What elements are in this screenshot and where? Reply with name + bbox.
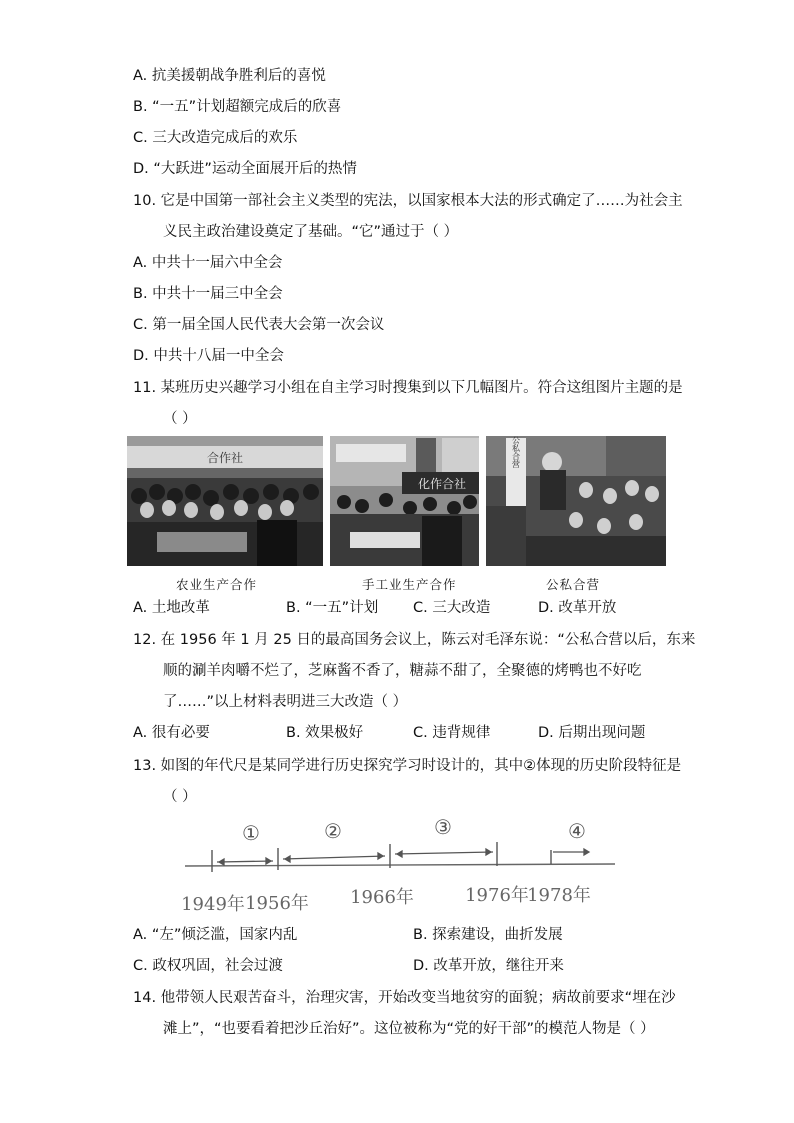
q10-option-d: D. 中共十八届一中全会	[133, 348, 284, 364]
q10-option-a: A. 中共十一届六中全会	[133, 255, 283, 271]
photo-agricultural-cooperation	[127, 436, 323, 566]
q10-option-c: C. 第一届全国人民代表大会第一次会议	[133, 317, 385, 333]
timeline-year-1966: 1966年	[350, 887, 414, 908]
photo1-caption: 农业生产合作	[176, 577, 258, 592]
timeline-year-1976: 1976年	[465, 885, 529, 906]
q13-option-d: D. 改革开放，继往开来	[413, 958, 564, 974]
q12-option-a: A. 很有必要	[133, 725, 210, 741]
q9-option-d: D. “大跃进”运动全面展开后的热情	[133, 161, 357, 177]
q11-option-c: C. 三大改造	[413, 600, 491, 616]
q12-option-d: D. 后期出现问题	[538, 725, 646, 741]
q13-option-a: A. “左”倾泛滥，国家内乱	[133, 927, 298, 943]
q13-option-c: C. 政权巩固，社会过渡	[133, 958, 283, 974]
timeline-baseline	[185, 864, 615, 866]
q14-stem-line2: 滩上”，“也要看着把沙丘治好”。这位被称为“党的好干部”的模范人物是（ ）	[163, 1021, 655, 1037]
q12-option-c: C. 违背规律	[413, 725, 491, 741]
photo2-caption: 手工业生产合作	[362, 577, 457, 592]
q11-stem-line2: （ ）	[163, 411, 197, 427]
photo-public-private-joint	[486, 436, 666, 566]
q11-option-a: A. 土地改革	[133, 600, 210, 616]
q9-option-c: C. 三大改造完成后的欢乐	[133, 130, 298, 146]
q13-option-b: B. 探索建设，曲折发展	[413, 927, 563, 943]
q13-stem-line2: （ ）	[163, 789, 197, 805]
photo-handicraft-cooperation	[330, 436, 479, 566]
q12-stem-line2: 顺的涮羊肉嚼不烂了，芝麻酱不香了，糖蒜不甜了，全聚德的烤鸭也不好吃	[163, 663, 642, 679]
timeline-year-1949: 1949年	[181, 894, 245, 915]
q11-stem-line1: 11. 某班历史兴趣学习小组在自主学习时搜集到以下几幅图片。符合这组图片主题的是	[133, 380, 683, 396]
timeline-marker-1: ①	[242, 821, 260, 845]
timeline-marker-3: ③	[434, 815, 452, 839]
timeline-marker-4: ④	[568, 819, 586, 843]
q12-option-b: B. 效果极好	[286, 725, 364, 741]
timeline-marker-2: ②	[324, 819, 342, 843]
photo1-banner-text: 合作社	[206, 451, 244, 465]
q10-option-b: B. 中共十一届三中全会	[133, 286, 283, 302]
q11-option-d: D. 改革开放	[538, 600, 617, 616]
timeline-year-1956: 1956年	[245, 893, 309, 914]
q11-option-b: B. “一五”计划	[286, 600, 379, 616]
photo3-caption: 公私合营	[546, 577, 601, 592]
photo2-banner-text: 化作合社	[417, 477, 467, 491]
q13-stem-line1: 13. 如图的年代尺是某同学进行历史探究学习时设计的，其中②体现的历史阶段特征是	[133, 758, 682, 774]
q9-option-a: A. 抗美援朝战争胜利后的喜悦	[133, 68, 326, 84]
q12-stem-line3: 了……”以上材料表明进三大改造（ ）	[163, 694, 408, 710]
q10-stem-line1: 10. 它是中国第一部社会主义类型的宪法，以国家根本大法的形式确定了……为社会主	[133, 193, 683, 209]
photo3-banner-text: 公私合营	[511, 436, 521, 468]
q12-stem-line1: 12. 在 1956 年 1 月 25 日的最高国务会议上，陈云对毛泽东说：“公私合营以后，东来	[133, 632, 696, 648]
timeline-figure	[175, 812, 625, 917]
q9-option-b: B. “一五”计划超额完成后的欣喜	[133, 99, 342, 115]
timeline-year-1978: 1978年	[527, 885, 591, 906]
q14-stem-line1: 14. 他带领人民艰苦奋斗，治理灾害，开始改变当地贫穷的面貌；病故前要求“埋在沙	[133, 990, 676, 1006]
q10-stem-line2: 义民主政治建设奠定了基础。“它”通过于（ ）	[163, 224, 459, 240]
